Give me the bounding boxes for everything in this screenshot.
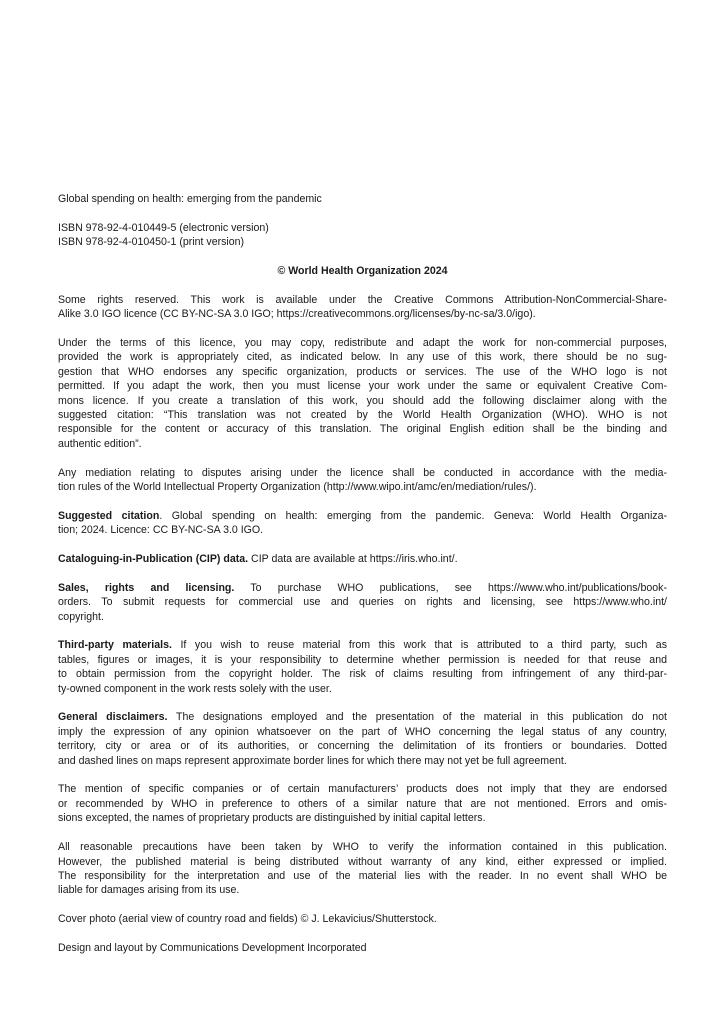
text-line [58,638,667,652]
rights-paragraph [58,293,667,322]
sales-text: To purchase WHO publications, see https://www.who.int/publications/book- [234,581,667,594]
mention-paragraph [58,782,667,825]
isbn-electronic: ISBN 978-92-4-010449-5 (electronic version) [58,221,269,234]
text-line: permitted. If you adapt the work, then you must license your work under the same or equivalent Creative Com- [58,380,667,393]
text-line: to obtain permission from the copyright holder. The risk of claims resulting from infringement of any third-par- [58,668,667,681]
text-line: or recommended by WHO in preference to others of a similar nature that are not mentioned. Errors and omis- [58,797,667,810]
text-line [58,509,667,523]
text-line: tion; 2024. Licence: CC BY-NC-SA 3.0 IGO. [58,524,264,537]
text-line: territory, city or area or of its authorities, or concerning the delimitation of its frontiers or boundaries. Dotted [58,740,667,753]
text-line: copyright. [58,610,104,623]
precautions-paragraph [58,840,667,898]
mediation-paragraph [58,466,667,495]
citation-paragraph [58,509,667,538]
isbn-block [58,221,667,250]
text-line: liable for damages arising from its use. [58,884,240,897]
isbn-print: ISBN 978-92-4-010450-1 (print version) [58,236,245,249]
text-line: sions excepted, the names of proprietary products are distinguished by initial capital letters. [58,812,486,825]
text-line: mons licence. If you create a translation of this work, you should add the following disclaimer along with the [58,394,667,407]
text-line: provided the work is appropriately cited, as indicated below. In any use of this work, there should be no sug- [58,351,667,364]
text-line: authentic edition”. [58,437,142,450]
cover-photo-credit [58,912,667,926]
text-line: Some rights reserved. This work is available under the Creative Commons Attribution-NonCommercial-Share- [58,293,667,306]
cip-text: CIP data are available at https://iris.who.int/. [248,553,458,566]
text-line: Under the terms of this licence, you may copy, redistribute and adapt the work for non-commercial purposes, [58,337,667,349]
text-line: ty-owned component in the work rests solely with the user. [58,682,332,695]
text-line: imply the expression of any opinion whatsoever on the part of WHO concerning the legal status of any country, [58,725,667,738]
text-line [58,581,667,595]
text-line: and dashed lines on maps represent approximate border lines for which there may not yet be full agreement. [58,754,567,767]
sales-paragraph [58,581,667,624]
publication-title [58,192,667,206]
third-party-text: If you wish to reuse material from this work that is attributed to a third party, such as [171,639,667,652]
text-line: The responsibility for the interpretation and use of the material lies with the reader. In no event shall WHO be [58,869,667,882]
disclaimers-paragraph [58,710,667,768]
text-line: gestion that WHO endorses any specific organization, products or services. The use of the WHO logo is not [58,365,667,378]
text-line: Alike 3.0 IGO licence (CC BY-NC-SA 3.0 IGO; https://creativecommons.org/licenses/by-nc-sa/3.0/igo). [58,308,536,321]
third-party-heading: Third-party materials. [58,639,172,652]
text-line: Cover photo (aerial view of country road and fields) © J. Lekavicius/Shutterstock. [58,913,437,926]
copyright-notice [58,264,667,278]
text-line: Any mediation relating to disputes arising under the licence shall be conducted in accordance with the media- [58,466,667,479]
text-line: Design and layout by Communications Development Incorporated [58,941,367,954]
cip-heading: Cataloguing-in-Publication (CIP) data. [58,553,249,566]
terms-paragraph [58,336,667,451]
text-line: All reasonable precautions have been taken by WHO to verify the information contained in this publication. [58,841,667,854]
text-line: suggested citation: “This translation was not created by the World Health Organization (WHO). WHO is not [58,409,667,422]
third-party-paragraph [58,638,667,696]
citation-text: . Global spending on health: emerging from the pandemic. Geneva: World Health Organiza- [159,509,668,522]
text-line: However, the published material is being distributed without warranty of any kind, either expressed or implied. [58,855,667,868]
copyright-page [58,192,667,970]
citation-heading: Suggested citation [58,509,160,522]
sales-heading: Sales, rights and licensing. [58,581,235,594]
text-line: tables, figures or images, it is your responsibility to determine whether permission is needed for that reuse and [58,653,667,666]
text-line: The mention of specific companies or of certain manufacturers’ products does not imply that they are endorsed [58,783,667,796]
disclaimers-heading: General disclaimers. [58,711,168,724]
text-line: responsible for the content or accuracy of this translation. The original English edition shall be the binding and [58,423,667,436]
copyright-text: © World Health Organization 2024 [277,265,448,277]
text-line: orders. To submit requests for commercial use and queries on rights and licensing, see https://www.who.int/ [58,596,667,609]
design-credit [58,941,667,955]
text-line: tion rules of the World Intellectual Property Organization (http://www.wipo.int/amc/en/mediation/rules/). [58,481,537,494]
text-line [58,552,667,566]
title-line: Global spending on health: emerging from the pandemic [58,193,322,205]
cip-paragraph [58,552,667,566]
disclaimers-text: The designations employed and the presentation of the material in this publication do not [167,711,667,724]
text-line [58,710,667,724]
